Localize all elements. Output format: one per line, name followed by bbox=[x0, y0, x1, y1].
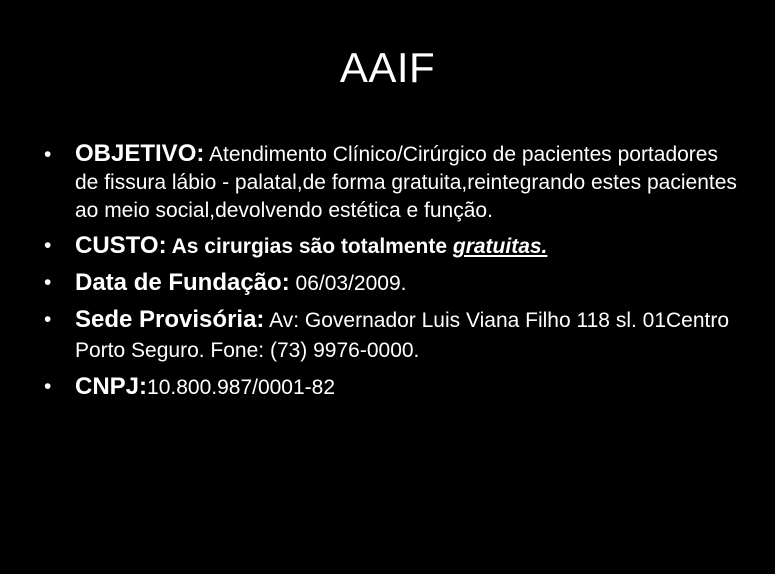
bullet-icon: • bbox=[44, 234, 52, 257]
bullet-list bbox=[44, 140, 744, 409]
bullet-data-fundacao bbox=[44, 268, 744, 299]
bullet-objetivo bbox=[44, 140, 744, 225]
bullet-sede bbox=[44, 305, 744, 366]
bullet-icon: • bbox=[44, 143, 52, 166]
bullet-label: Data de Fundação: bbox=[75, 269, 290, 296]
bullet-text: Av: Governador Luis Viana Filho 118 sl. 01Centro Porto Seguro. Fone: (73) 9976-0000. bbox=[75, 309, 730, 362]
slide-title: AAIF bbox=[339, 44, 436, 91]
bullet-label: CNPJ: bbox=[75, 373, 148, 400]
bullet-icon: • bbox=[44, 375, 52, 398]
bullet-icon: • bbox=[44, 271, 52, 294]
bullet-label: CUSTO: bbox=[75, 232, 167, 259]
bullet-label: Sede Provisória: bbox=[75, 306, 265, 333]
bullet-icon: • bbox=[44, 308, 52, 331]
bullet-text: As cirurgias são totalmente bbox=[166, 235, 453, 258]
bullet-custo bbox=[44, 231, 744, 262]
bullet-label: OBJETIVO: bbox=[75, 140, 205, 167]
bullet-cnpj bbox=[44, 372, 744, 403]
bullet-emphasis: gratuitas. bbox=[452, 235, 548, 258]
bullet-text: 06/03/2009. bbox=[289, 272, 407, 295]
bullet-text: 10.800.987/0001-82 bbox=[147, 376, 336, 399]
bullet-text: Atendimento Clínico/Cirúrgico de pacientes portadores de fissura lábio - palatal,de forma gratuita,reintegrando estes pacientes ao meio social,devolvendo estética e função. bbox=[75, 143, 737, 222]
